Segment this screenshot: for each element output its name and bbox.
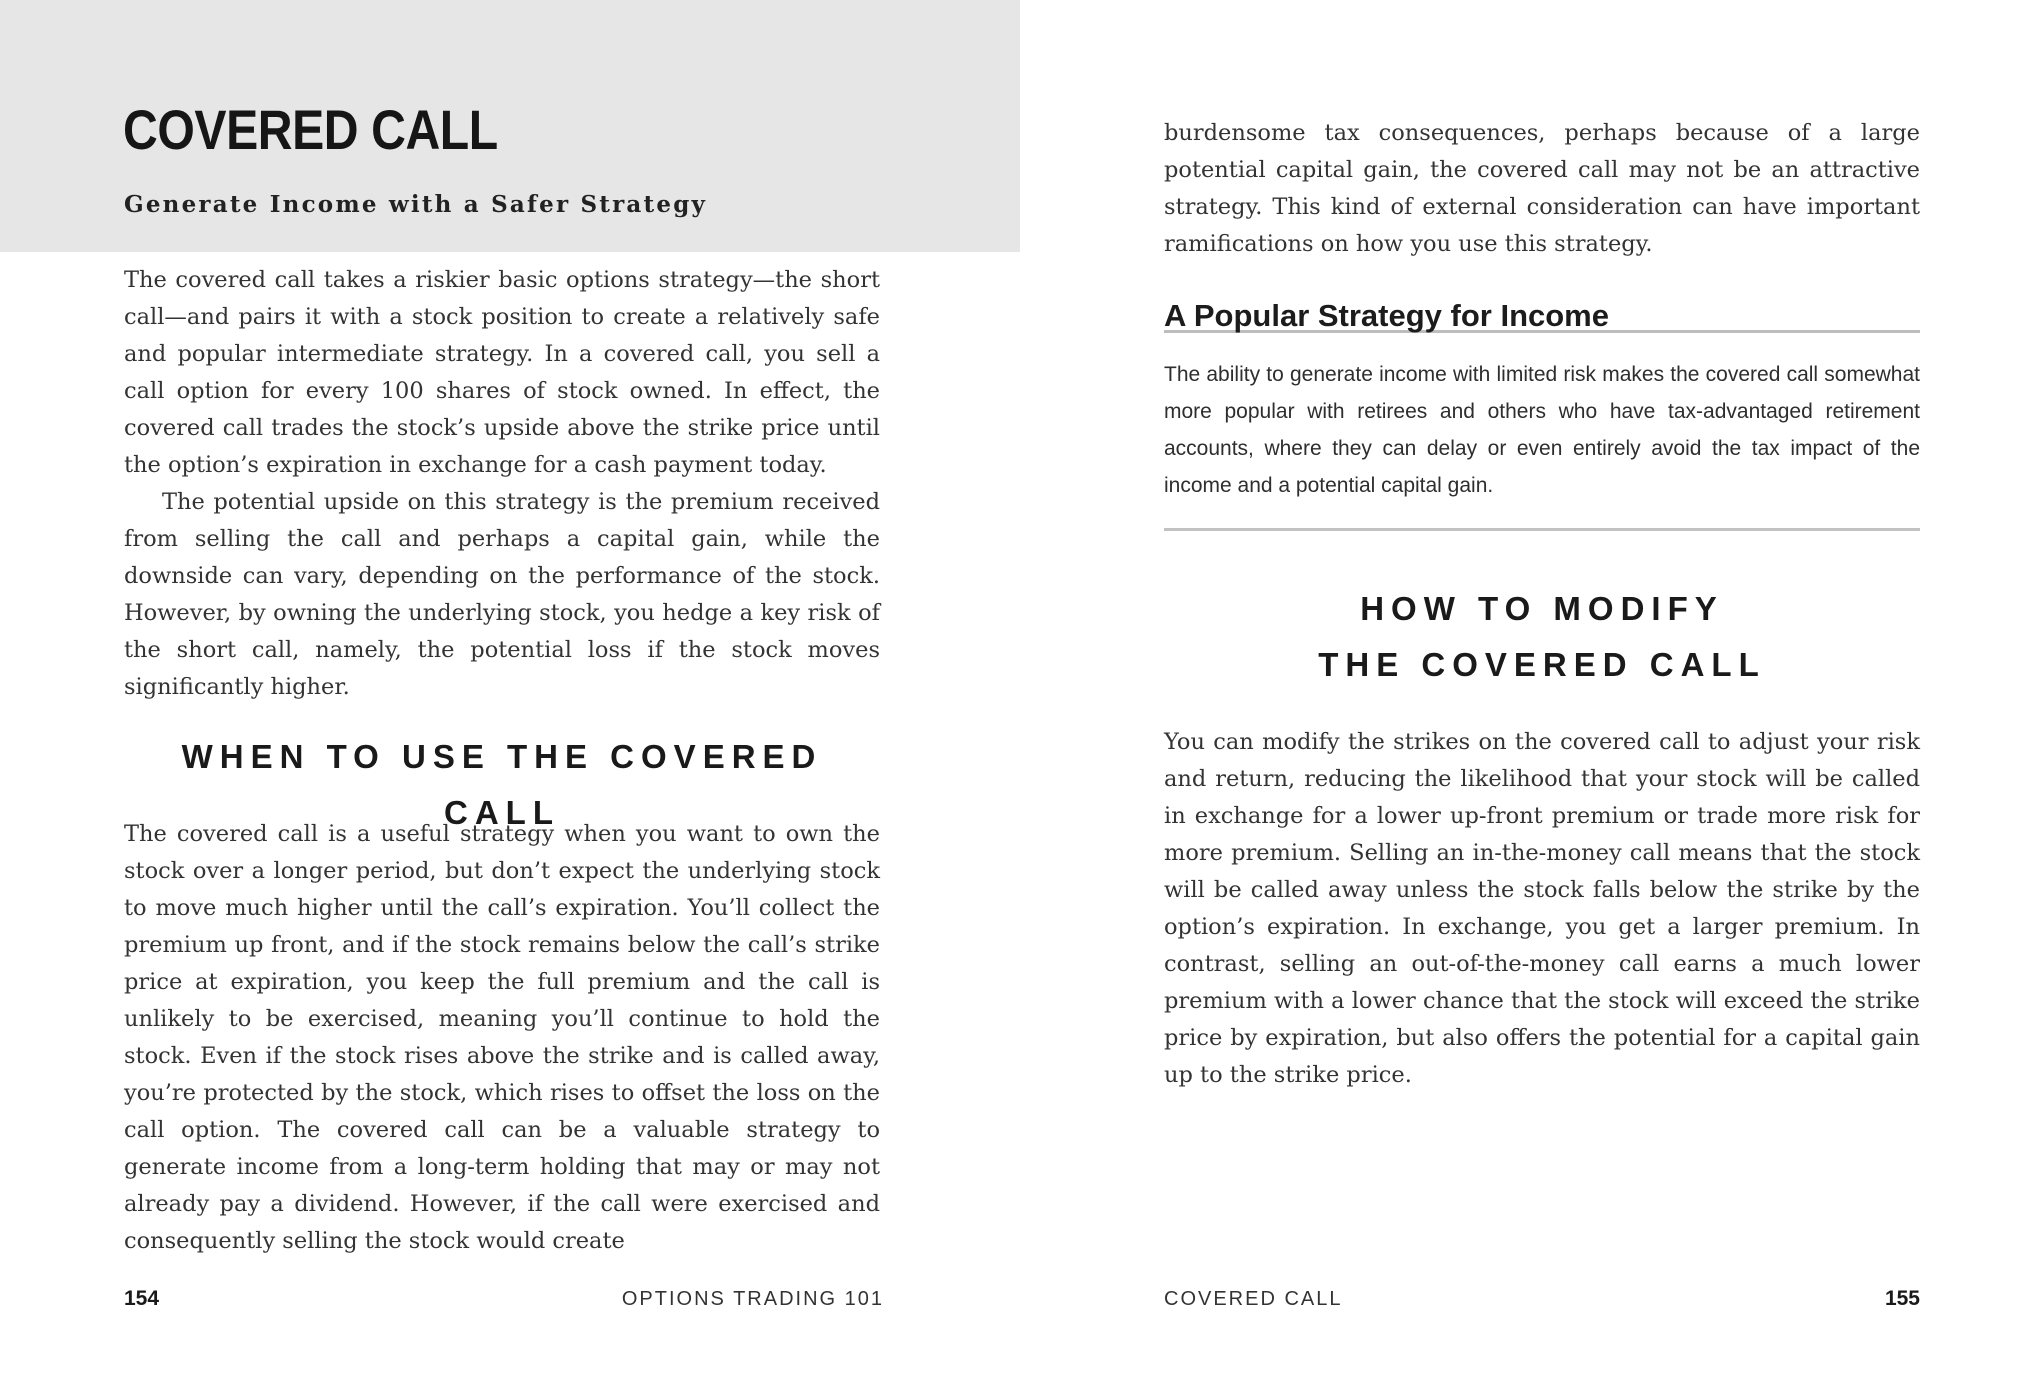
page-number-right: 155 <box>1884 1287 1920 1310</box>
continued-paragraph: burdensome tax consequences, perhaps because of a large potential capital gain, the covered call may not be an attractive strategy. This kind of external consideration can have important ramifications on how you use this strategy. <box>1164 120 1920 257</box>
page-number-left: 154 <box>124 1287 160 1310</box>
how-to-modify-text <box>1164 724 1920 1094</box>
intro-paragraph-1: The covered call takes a riskier basic options strategy—the short call—and pairs it with a stock position to create a relatively safe and popular intermediate strategy. In a covered call, you sell a call option for every 100 shares of stock owned. In effect, the covered call trades the stock’s upside above the strike price until the option’s expiration in exchange for a cash payment today. <box>124 267 880 478</box>
intro-text <box>124 262 880 706</box>
when-to-use-paragraph: The covered call is a useful strategy when you want to own the stock over a longer period, but don’t expect the underlying stock to move much higher until the call’s expiration. You’ll collect the premium up front, and if the stock remains below the call’s strike price at expiration, you keep the full premium and the call is unlikely to be exercised, meaning you’ll continue to hold the stock. Even if the stock rises above the strike and is called away, you’re protected by the stock, which rises to offset the loss on the call option. The covered call can be a valuable strategy to generate income from a long-term holding that may or may not already pay a dividend. However, if the call were exercised and consequently selling the stock would create <box>124 821 880 1254</box>
section-heading-line-2: THE COVERED CALL <box>1318 646 1766 683</box>
intro-paragraph-2: The potential upside on this strategy is the premium received from selling the call and perhaps a capital gain, while the downside can vary, depending on the performance of the stock. However, by owning the underlying stock, you hedge a key risk of the short call, namely, the potential loss if the stock moves significantly higher. <box>124 489 880 700</box>
running-head-left: OPTIONS TRADING 101 <box>621 1288 884 1310</box>
continued-text <box>1164 115 1920 263</box>
section-heading-line-1: HOW TO MODIFY <box>1360 590 1724 627</box>
chapter-subtitle: Generate Income with a Safer Strategy <box>124 191 708 218</box>
chapter-title: COVERED CALL <box>123 98 498 161</box>
section-heading-when-to-use: WHEN TO USE THE COVERED CALL <box>181 738 823 831</box>
running-head-right: COVERED CALL <box>1164 1288 1343 1310</box>
sidebar-bottom-rule <box>1164 528 1920 531</box>
section-heading-how-to-modify <box>1164 581 1920 693</box>
how-to-modify-paragraph: You can modify the strikes on the covered call to adjust your risk and return, reducing the likelihood that your stock will be called in exchange for a lower up-front premium or trade more risk for more premium. Selling an in-the-money call means that the stock will be called away unless the stock falls below the strike by the option’s expiration. In exchange, you get a larger premium. In contrast, selling an out-of-the-money call earns a much lower premium with a lower chance that the stock will exceed the strike price by expiration, but also offers the potential for a capital gain up to the strike price. <box>1164 729 1920 1088</box>
sidebar-body: The ability to generate income with limited risk makes the covered call somewhat more popular with retirees and others who have tax-advantaged retirement accounts, where they can delay or even entirely avoid the tax impact of the income and a potential capital gain. <box>1164 363 1920 497</box>
when-to-use-text <box>124 816 880 1260</box>
sidebar-title: A Popular Strategy for Income <box>1164 296 1920 333</box>
